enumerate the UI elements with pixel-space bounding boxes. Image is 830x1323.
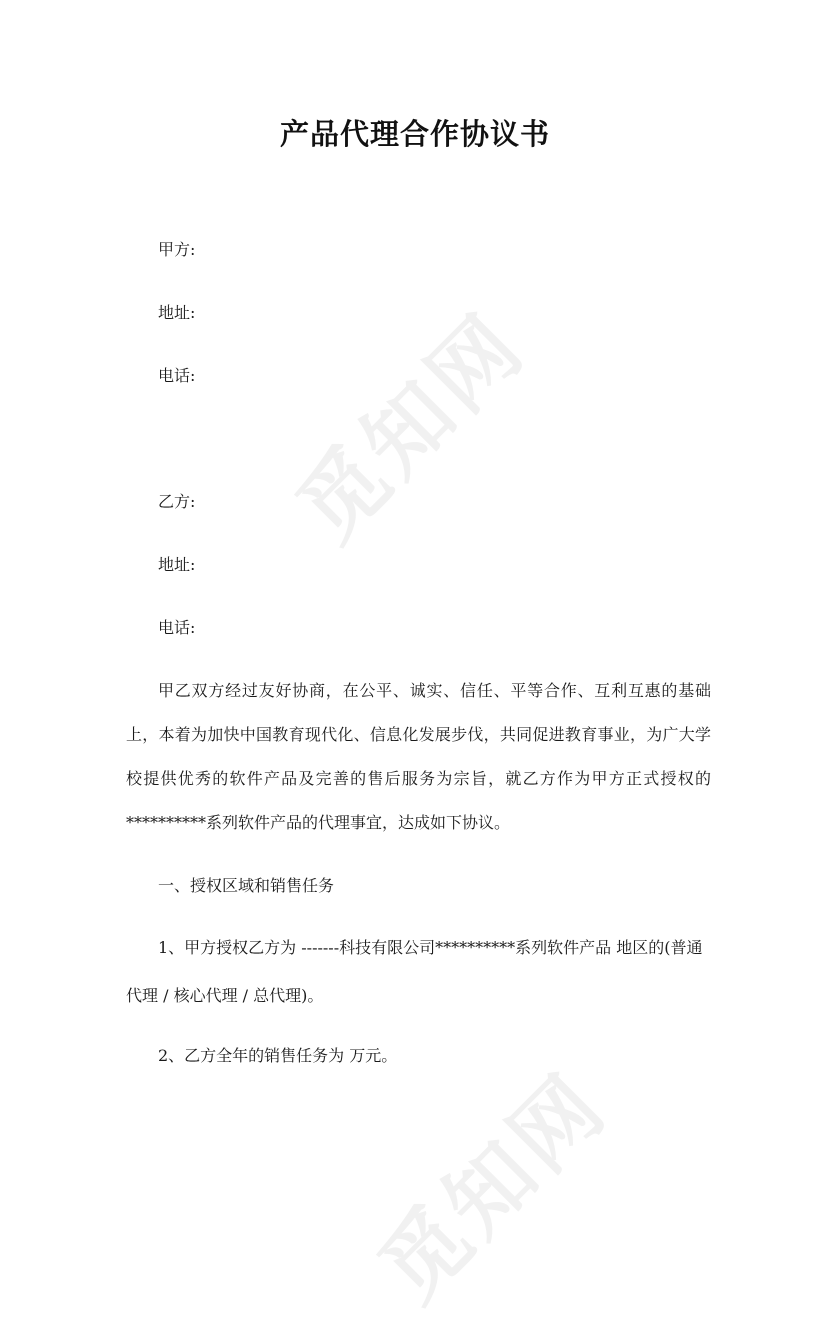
clause-1: 1、甲方授权乙方为 -------科技有限公司**********系列软件产品 地区的(普通代理 / 核心代理 / 总代理)。 bbox=[126, 938, 703, 1005]
party-b-address-label: 地址: bbox=[158, 555, 196, 574]
intro-paragraph: 甲乙双方经过友好协商，在公平、诚实、信任、平等合作、互利互惠的基础上，本着为加快中国教育现代化、信息化发展步伐，共同促进教育事业，为广大学校提供优秀的软件产品及完善的售后服务为宗旨，就乙方作为甲方正式授权的**********系列软件产品的代理事宜，达成如下协议。 bbox=[126, 681, 711, 832]
party-a-address-label: 地址: bbox=[158, 303, 196, 322]
watermark: 觅知网 bbox=[360, 1054, 627, 1321]
party-a-label: 甲方: bbox=[158, 240, 196, 259]
party-b-label: 乙方: bbox=[158, 492, 196, 511]
watermark: 觅知网 bbox=[278, 294, 545, 561]
party-a-phone-label: 电话: bbox=[158, 366, 196, 385]
document-title: 产品代理合作协议书 bbox=[279, 117, 550, 151]
party-b-phone-label: 电话: bbox=[158, 618, 196, 637]
clause-2: 2、乙方全年的销售任务为 万元。 bbox=[158, 1046, 398, 1065]
section-heading: 一、授权区域和销售任务 bbox=[158, 876, 335, 895]
